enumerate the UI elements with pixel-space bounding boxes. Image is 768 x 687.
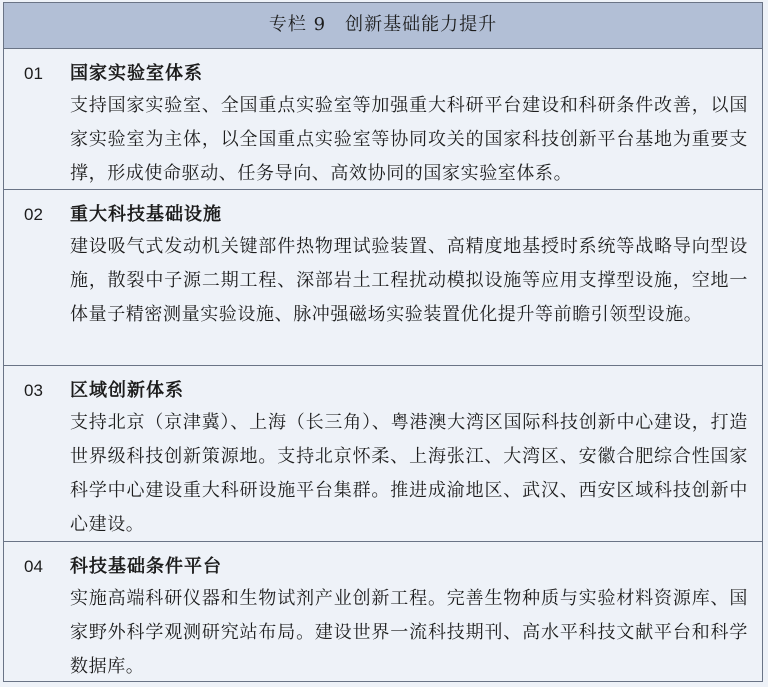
section-number: 03 [24,381,43,400]
section-heading [24,552,748,582]
section-body: 建设吸气式发动机关键部件热物理试验装置、高精度地基授时系统等战略导向型设施，散裂中子源二期工程、深部岩土工程扰动模拟设施等应用支撑型设施，空地一体量子精密测量实验设施、脉冲强磁场实验装置优化提升等前瞻引领型设施。 [70,236,748,325]
column-box [3,2,763,682]
section-title: 国家实验室体系 [70,63,203,84]
section-body: 支持国家实验室、全国重点实验室等加强重大科研平台建设和科研条件改善，以国家实验室为主体，以全国重点实验室等协同攻关的国家科技创新平台基地为重要支撑，形成使命驱动、任务导向、高效协同的国家实验室体系。 [70,95,748,184]
section-number: 04 [24,557,43,576]
section-number: 01 [24,64,43,83]
section-title: 区域创新体系 [70,380,184,401]
section-body: 支持北京（京津冀）、上海（长三角）、粤港澳大湾区国际科技创新中心建设，打造世界级科技创新策源地。支持北京怀柔、上海张江、大湾区、安徽合肥综合性国家科学中心建设重大科研设施平台集群。推进成渝地区、武汉、西安区域科技创新中心建设。 [70,412,748,535]
section-heading [24,376,748,406]
section-title: 重大科技基础设施 [70,204,222,225]
section-infrastructure-platforms [4,542,762,681]
section-major-facilities [4,190,762,366]
section-heading [24,59,748,89]
section-body: 实施高端科研仪器和生物试剂产业创新工程。完善生物种质与实验材料资源库、国家野外科学观测研究站布局。建设世界一流科技期刊、高水平科技文献平台和科学数据库。 [70,588,748,677]
section-regional-innovation [4,366,762,542]
section-title: 科技基础条件平台 [70,556,222,577]
section-heading [24,200,748,230]
section-number: 02 [24,205,43,224]
section-national-labs [4,49,762,190]
box-title: 专栏 9 创新基础能力提升 [4,3,762,49]
